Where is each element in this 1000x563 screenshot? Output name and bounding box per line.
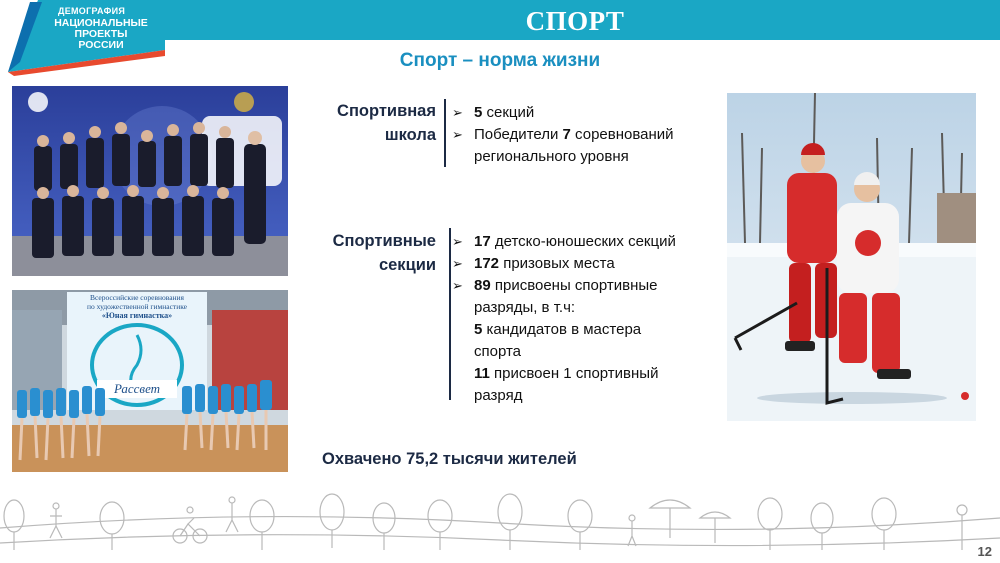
arrow-bullet-icon: ➢ — [452, 278, 463, 293]
tree-icon — [4, 494, 896, 550]
arrow-bullet-icon: ➢ — [452, 127, 463, 142]
logo-top-text: ДЕМОГРАФИЯ — [58, 6, 126, 16]
sports-school-divider — [444, 99, 446, 167]
gym-banner-text: Всероссийские соревнования по художественной гимнастике «Юная гимнастка» — [86, 293, 188, 320]
logo-main-text: НАЦИОНАЛЬНЫЕ ПРОЕКТЫ РОССИИ — [54, 17, 148, 51]
list-item: ➢ 5 секций — [452, 102, 722, 124]
photo-gymnastics — [12, 290, 288, 472]
arrow-bullet-icon: ➢ — [452, 234, 463, 249]
sports-sections-list — [452, 231, 722, 407]
lamp-icon — [957, 505, 967, 550]
sports-sections-label: Спортивные секции — [332, 232, 436, 274]
page-title: СПОРТ — [525, 6, 625, 36]
sports-school-label: Спортивная школа — [337, 102, 436, 144]
bicycle-icon — [173, 507, 207, 543]
list-subitem: 11 присвоен 1 спортивный разряд — [474, 365, 659, 404]
gym-banner-name: Рассвет — [113, 381, 161, 396]
sports-school-list — [452, 102, 722, 168]
list-item: ➢ 89 присвоены спортивные разряды, в т.ч: — [452, 277, 658, 316]
list-item: ➢ 17 детско-юношеских секций — [452, 231, 722, 253]
list-subitem: 5 кандидатов в мастера спорта — [474, 321, 642, 360]
arrow-bullet-icon: ➢ — [452, 105, 463, 120]
coverage-summary: Охвачено 75,2 тысячи жителей — [322, 450, 577, 468]
sports-sections-divider — [449, 228, 451, 400]
page-number: 12 — [977, 544, 992, 559]
photo-bandy — [727, 93, 976, 421]
photo-school-team — [12, 86, 288, 276]
list-item: ➢ 172 призовых места — [452, 253, 722, 275]
umbrella-icon — [650, 500, 730, 543]
subtitle: Спорт – норма жизни — [399, 50, 601, 71]
park-line-art — [0, 488, 1000, 563]
list-item: ➢ Победители 7 соревнований регионального уровня — [452, 126, 674, 165]
arrow-bullet-icon: ➢ — [452, 256, 463, 271]
